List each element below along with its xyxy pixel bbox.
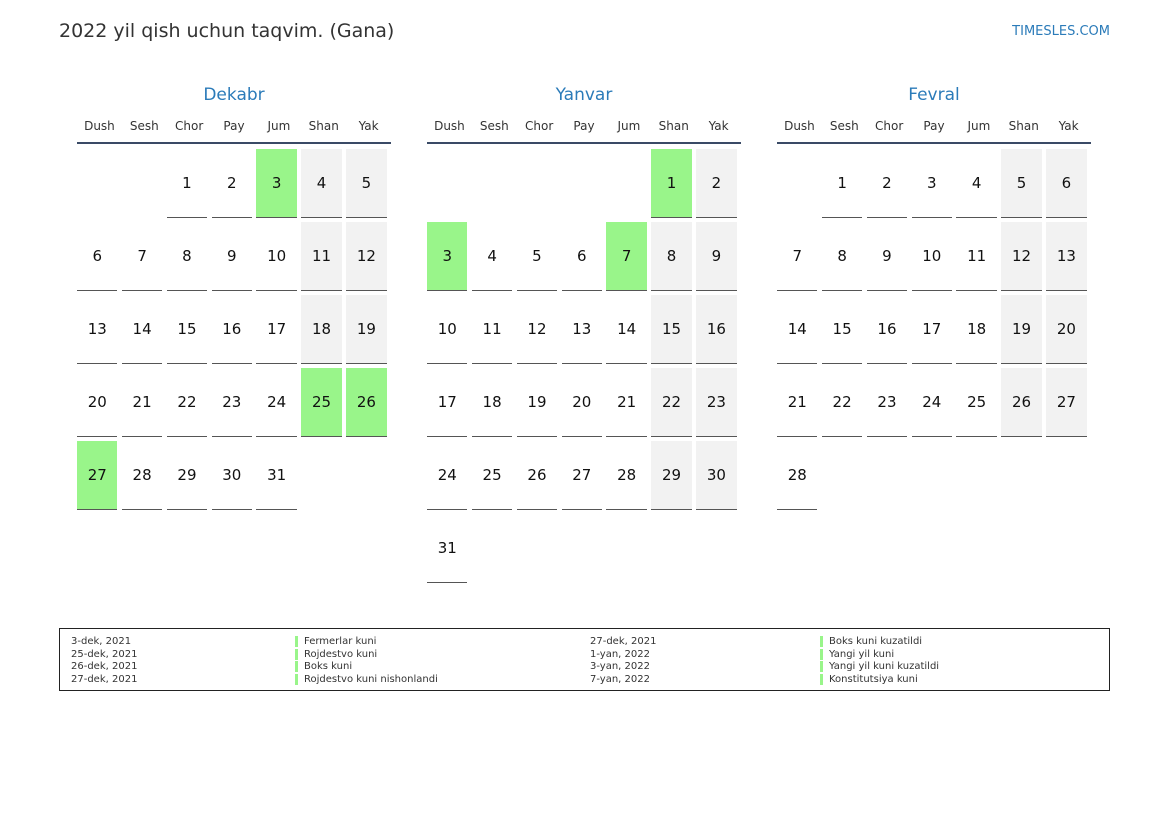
weekday-label: Sesh [129, 119, 159, 133]
day-cell: 19 [517, 368, 557, 437]
empty-cell [472, 514, 512, 582]
week-row [427, 149, 741, 222]
empty-cell [562, 514, 602, 582]
day-cell: 11 [472, 295, 512, 364]
weekday-label: Dush [434, 119, 465, 133]
day-grid [777, 149, 1091, 514]
day-cell: 19 [1001, 295, 1041, 364]
day-cell: 24 [427, 441, 467, 510]
empty-cell [517, 514, 557, 582]
legend-holiday-name: Fermerlar kuni [295, 636, 376, 647]
legend-dates-column [71, 636, 137, 686]
day-cell: 30 [696, 441, 736, 510]
day-cell: 17 [427, 368, 467, 437]
day-cell: 20 [1046, 295, 1086, 364]
weekday-label: Chor [175, 119, 204, 133]
day-cell: 28 [777, 441, 817, 510]
weekday-label: Dush [784, 119, 815, 133]
day-cell: 25 [472, 441, 512, 510]
day-cell: 12 [517, 295, 557, 364]
day-cell: 2 [696, 149, 736, 218]
weekday-label: Shan [308, 119, 339, 133]
week-row [77, 441, 391, 514]
day-cell: 19 [346, 295, 386, 364]
day-cell: 2 [867, 149, 907, 218]
day-cell: 15 [167, 295, 207, 364]
day-cell: 9 [212, 222, 252, 291]
day-grid [427, 149, 741, 587]
day-cell: 12 [1001, 222, 1041, 291]
day-cell: 15 [651, 295, 691, 364]
empty-cell [562, 149, 602, 217]
empty-cell [777, 149, 817, 217]
day-cell: 6 [562, 222, 602, 291]
month-name: Yanvar [555, 85, 613, 105]
week-row [427, 368, 741, 441]
weekday-header [427, 117, 741, 144]
day-cell: 25 [956, 368, 996, 437]
day-cell: 21 [122, 368, 162, 437]
day-cell: 22 [651, 368, 691, 437]
week-row [77, 149, 391, 222]
legend-holiday-name: Rojdestvo kuni nishonlandi [295, 674, 438, 685]
week-row [777, 368, 1091, 441]
weekday-header [77, 117, 391, 144]
day-cell: 31 [256, 441, 296, 510]
holiday-legend [59, 628, 1110, 691]
holiday-day-cell: 3 [427, 222, 467, 291]
legend-names-column [295, 636, 438, 686]
day-cell: 28 [606, 441, 646, 510]
day-cell: 10 [256, 222, 296, 291]
day-cell: 9 [867, 222, 907, 291]
empty-cell [956, 441, 996, 509]
day-cell: 14 [777, 295, 817, 364]
day-cell: 26 [517, 441, 557, 510]
day-cell: 13 [562, 295, 602, 364]
day-cell: 1 [167, 149, 207, 218]
day-cell: 28 [122, 441, 162, 510]
day-cell: 6 [1046, 149, 1086, 218]
legend-holiday-name: Rojdestvo kuni [295, 649, 377, 660]
weekday-label: Chor [525, 119, 554, 133]
day-cell: 30 [212, 441, 252, 510]
day-cell: 4 [301, 149, 341, 218]
week-row [777, 222, 1091, 295]
month-name: Dekabr [203, 85, 265, 105]
day-cell: 5 [517, 222, 557, 291]
holiday-day-cell: 3 [256, 149, 296, 218]
day-cell: 2 [212, 149, 252, 218]
day-cell: 4 [956, 149, 996, 218]
month-fevral [777, 84, 1091, 514]
weekday-label: Shan [658, 119, 689, 133]
weekday-label: Sesh [479, 119, 509, 133]
empty-cell [606, 514, 646, 582]
empty-cell [346, 441, 386, 509]
day-cell: 5 [346, 149, 386, 218]
weekday-label: Jum [617, 119, 641, 133]
day-cell: 12 [346, 222, 386, 291]
empty-cell [912, 441, 952, 509]
week-row [427, 295, 741, 368]
day-cell: 13 [77, 295, 117, 364]
day-cell: 13 [1046, 222, 1086, 291]
empty-cell [472, 149, 512, 217]
empty-cell [606, 149, 646, 217]
legend-date: 27-dek, 2021 [590, 636, 657, 647]
legend-date: 3-dek, 2021 [71, 636, 132, 647]
legend-date: 27-dek, 2021 [71, 673, 138, 685]
day-cell: 8 [651, 222, 691, 291]
week-row [77, 368, 391, 441]
day-cell: 7 [777, 222, 817, 291]
week-row [427, 222, 741, 295]
empty-cell [517, 149, 557, 217]
day-cell: 27 [1046, 368, 1086, 437]
empty-cell [77, 149, 117, 217]
month-dekabr [77, 84, 391, 514]
weekday-label: Pay [573, 119, 595, 133]
day-cell: 20 [77, 368, 117, 437]
weekday-label: Jum [967, 119, 991, 133]
empty-cell [651, 514, 691, 582]
day-cell: 11 [301, 222, 341, 291]
day-cell: 8 [167, 222, 207, 291]
week-row [427, 441, 741, 514]
site-link[interactable]: TIMESLES.COM [1012, 24, 1110, 39]
day-cell: 27 [562, 441, 602, 510]
empty-cell [1046, 441, 1086, 509]
day-cell: 18 [472, 368, 512, 437]
month-yanvar [427, 84, 741, 587]
weekday-label: Yak [1058, 119, 1079, 133]
day-cell: 18 [301, 295, 341, 364]
day-cell: 16 [696, 295, 736, 364]
day-cell: 23 [212, 368, 252, 437]
weekday-label: Chor [875, 119, 904, 133]
weekday-label: Pay [923, 119, 945, 133]
week-row [77, 222, 391, 295]
day-cell: 5 [1001, 149, 1041, 218]
legend-date: 26-dek, 2021 [71, 661, 138, 672]
legend-holiday-name: Konstitutsiya kuni [820, 674, 918, 685]
day-cell: 9 [696, 222, 736, 291]
day-cell: 8 [822, 222, 862, 291]
week-row [777, 441, 1091, 514]
legend-date: 25-dek, 2021 [71, 648, 138, 660]
month-name: Fevral [908, 85, 960, 105]
day-cell: 17 [912, 295, 952, 364]
legend-date: 3-yan, 2022 [590, 661, 650, 672]
day-cell: 18 [956, 295, 996, 364]
week-row [777, 149, 1091, 222]
empty-cell [1001, 441, 1041, 509]
day-cell: 16 [867, 295, 907, 364]
day-cell: 14 [122, 295, 162, 364]
day-cell: 16 [212, 295, 252, 364]
day-cell: 6 [77, 222, 117, 291]
day-cell: 15 [822, 295, 862, 364]
legend-date: 7-yan, 2022 [590, 673, 650, 685]
legend-dates-column [590, 636, 656, 686]
legend-holiday-name: Boks kuni kuzatildi [820, 636, 922, 647]
day-cell: 7 [122, 222, 162, 291]
week-row [777, 295, 1091, 368]
legend-holiday-name: Yangi yil kuni [820, 649, 894, 660]
legend-holiday-name: Boks kuni [295, 661, 352, 672]
weekday-label: Pay [223, 119, 245, 133]
weekday-label: Jum [267, 119, 291, 133]
day-cell: 22 [822, 368, 862, 437]
weekday-label: Yak [708, 119, 729, 133]
day-cell: 21 [606, 368, 646, 437]
day-cell: 17 [256, 295, 296, 364]
day-cell: 4 [472, 222, 512, 291]
day-cell: 29 [167, 441, 207, 510]
day-cell: 23 [867, 368, 907, 437]
day-cell: 20 [562, 368, 602, 437]
weekday-label: Yak [358, 119, 379, 133]
day-cell: 3 [912, 149, 952, 218]
week-row [77, 295, 391, 368]
holiday-day-cell: 1 [651, 149, 691, 218]
day-cell: 1 [822, 149, 862, 218]
day-cell: 10 [912, 222, 952, 291]
day-cell: 11 [956, 222, 996, 291]
weekday-label: Dush [84, 119, 115, 133]
empty-cell [822, 441, 862, 509]
day-cell: 24 [256, 368, 296, 437]
legend-holiday-name: Yangi yil kuni kuzatildi [820, 661, 939, 672]
empty-cell [122, 149, 162, 217]
day-cell: 24 [912, 368, 952, 437]
holiday-day-cell: 27 [77, 441, 117, 510]
weekday-label: Sesh [829, 119, 859, 133]
empty-cell [696, 514, 736, 582]
page-title: 2022 yil qish uchun taqvim. (Gana) [59, 20, 395, 42]
day-cell: 26 [1001, 368, 1041, 437]
weekday-header [777, 117, 1091, 144]
day-grid [77, 149, 391, 514]
holiday-day-cell: 26 [346, 368, 386, 437]
day-cell: 29 [651, 441, 691, 510]
week-row [427, 514, 741, 587]
legend-date: 1-yan, 2022 [590, 648, 650, 660]
holiday-day-cell: 25 [301, 368, 341, 437]
day-cell: 14 [606, 295, 646, 364]
empty-cell [427, 149, 467, 217]
empty-cell [301, 441, 341, 509]
day-cell: 31 [427, 514, 467, 583]
day-cell: 22 [167, 368, 207, 437]
legend-names-column [820, 636, 939, 686]
day-cell: 23 [696, 368, 736, 437]
empty-cell [867, 441, 907, 509]
day-cell: 10 [427, 295, 467, 364]
holiday-day-cell: 7 [606, 222, 646, 291]
weekday-label: Shan [1008, 119, 1039, 133]
day-cell: 21 [777, 368, 817, 437]
